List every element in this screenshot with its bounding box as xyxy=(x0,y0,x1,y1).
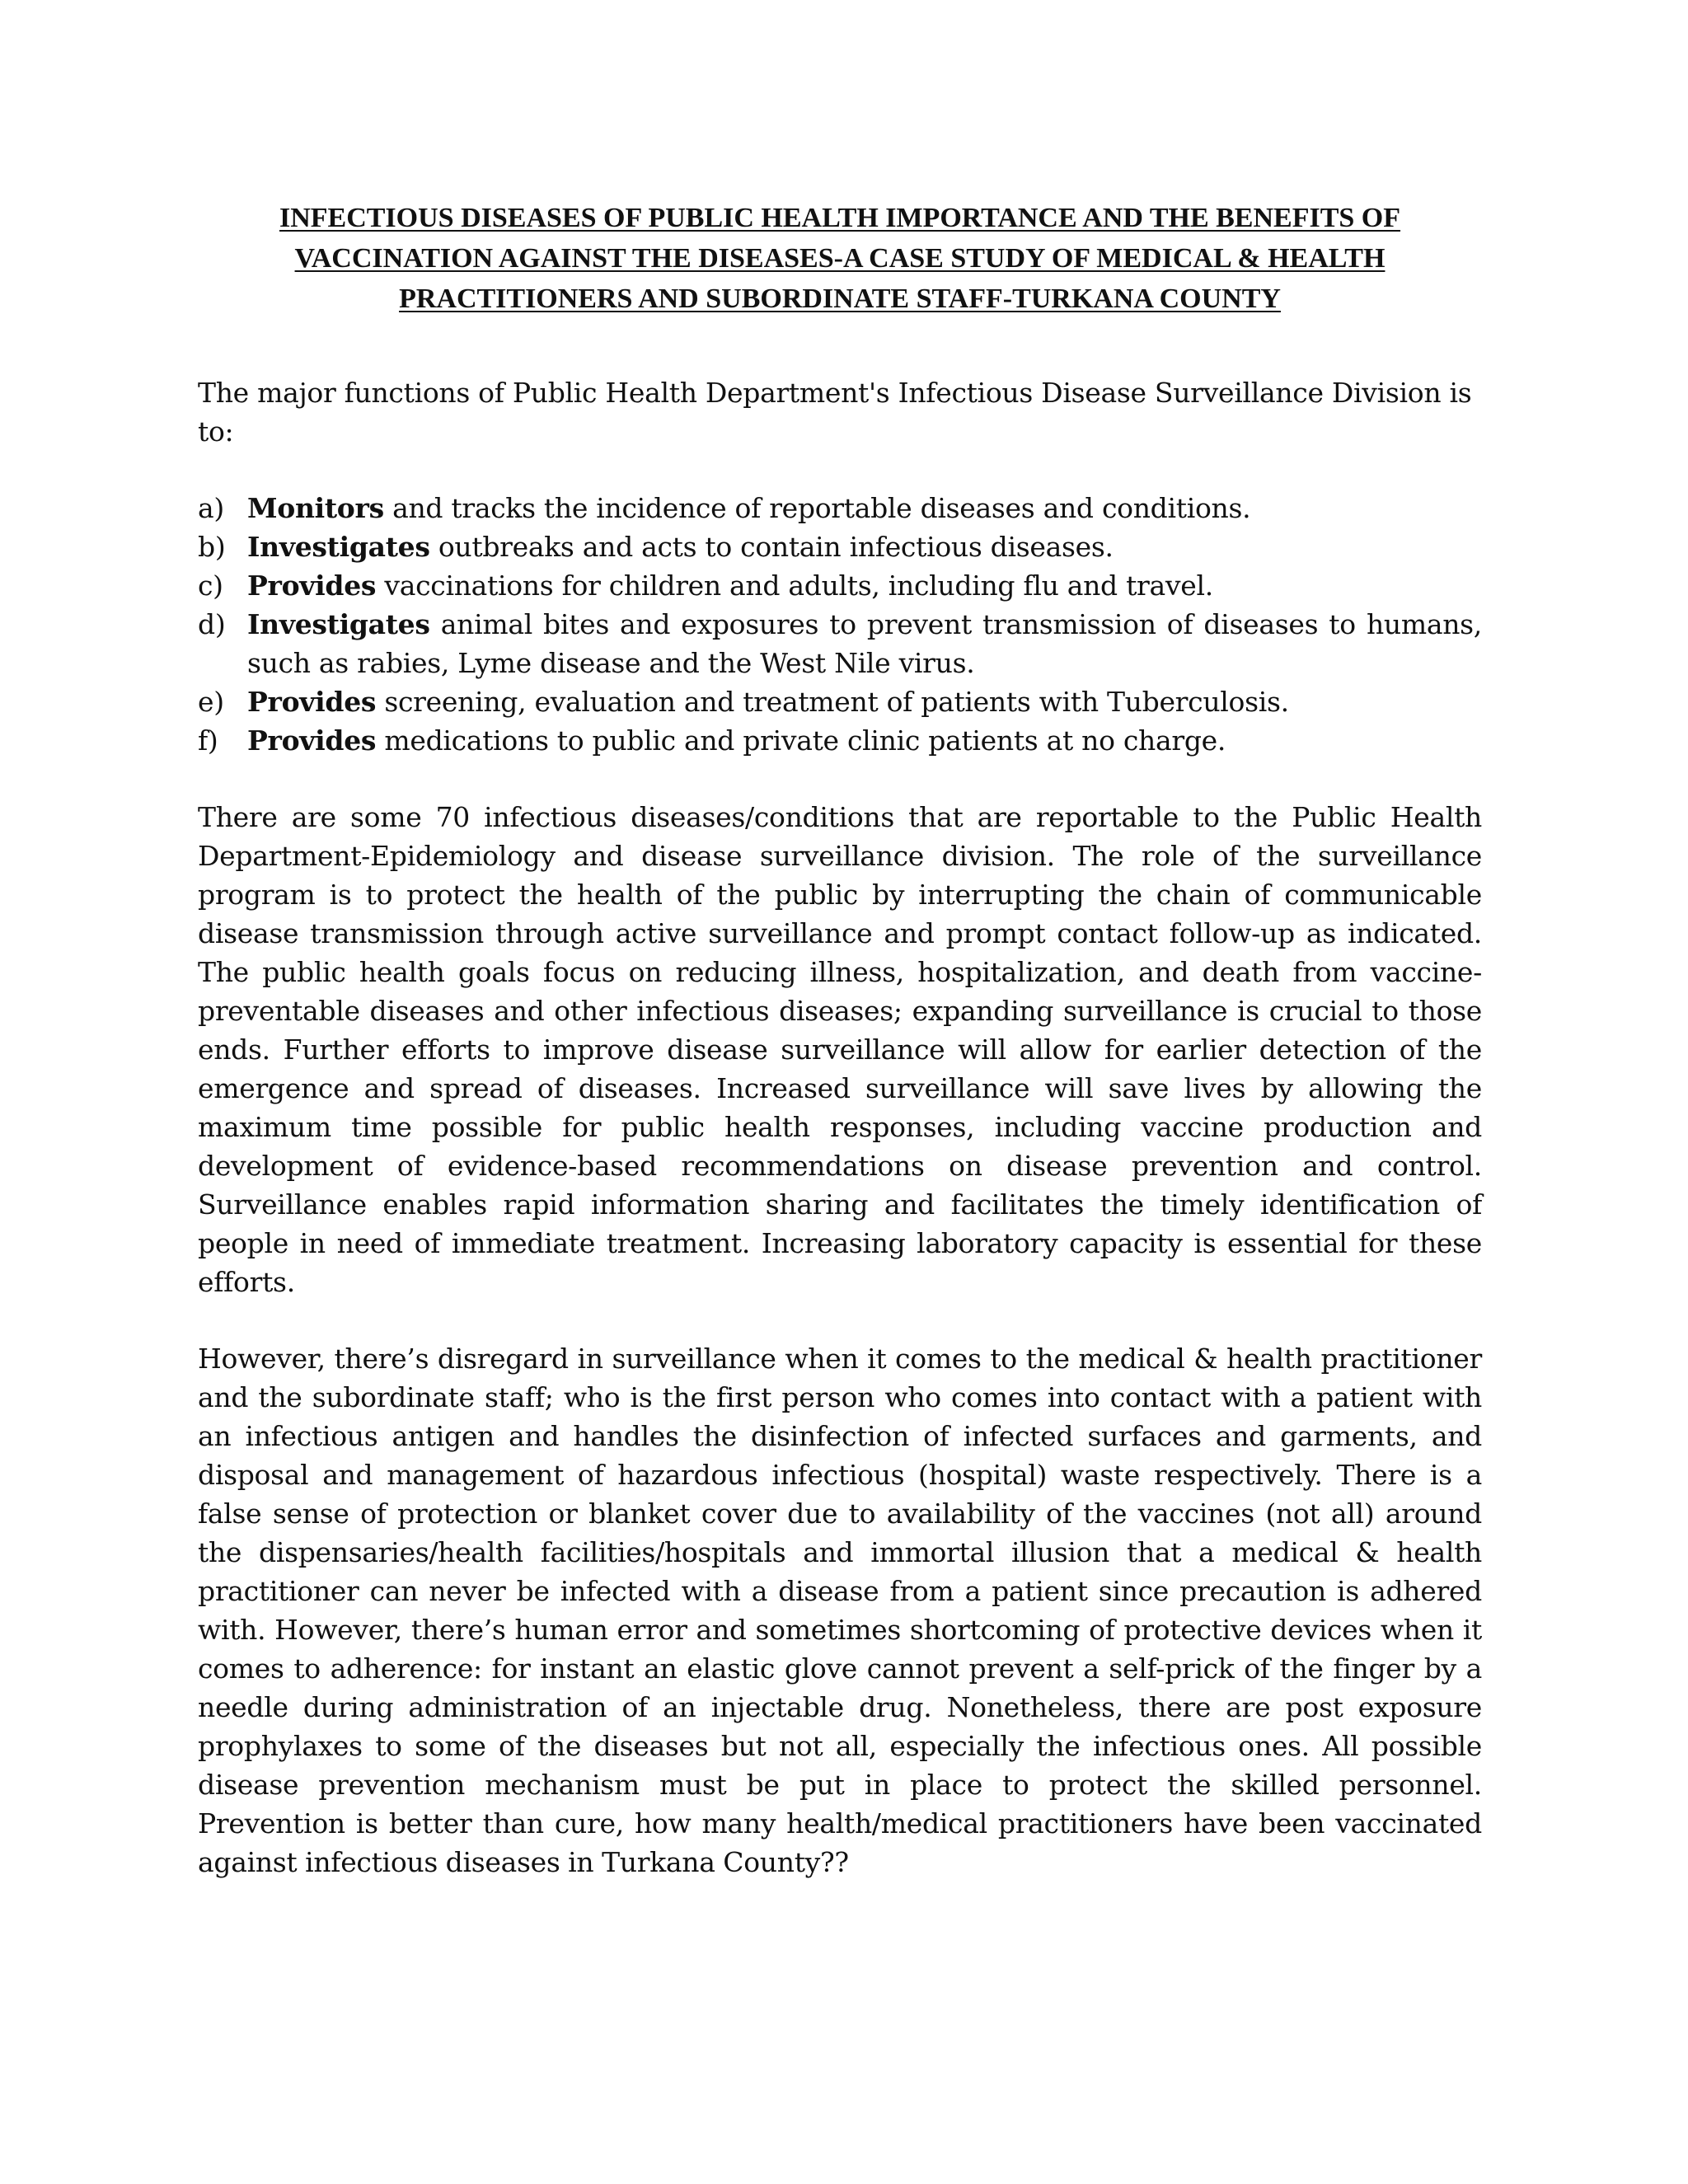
list-marker: b) xyxy=(198,531,226,563)
list-item-text: vaccinations for children and adults, including flu and travel. xyxy=(376,569,1213,602)
list-marker: c) xyxy=(198,569,223,602)
body-paragraph-1: There are some 70 infectious diseases/conditions that are reportable to the Public Health Department-Epidemiology and disease surveillance division. The role of the surveillance program is to protect the health of the public by interrupting the chain of communicable disease transmission through active surveillance and prompt contact follow-up as indicated. The public health goals focus on reducing illness, hospitalization, and death from vaccine-preventable diseases and other infectious diseases; expanding surveillance is crucial to those ends. Further efforts to improve disease surveillance will allow for earlier detection of the emergence and spread of diseases. Increased surveillance will save lives by allowing the maximum time possible for public health responses, including vaccine production and development of evidence-based recommendations on disease prevention and control. Surveillance enables rapid information sharing and facilitates the timely identification of people in need of immediate treatment. Increasing laboratory capacity is essential for these efforts. xyxy=(198,801,1482,1298)
list-marker: d) xyxy=(198,608,226,640)
list-item-text: screening, evaluation and treatment of patients with Tuberculosis. xyxy=(376,686,1289,718)
list-item-keyword: Provides xyxy=(247,724,377,757)
list-item-keyword: Monitors xyxy=(247,492,384,524)
list-item xyxy=(198,682,1482,721)
list-item-keyword: Investigates xyxy=(247,608,430,640)
list-item-text: outbreaks and acts to contain infectious diseases. xyxy=(429,531,1114,563)
document-title xyxy=(198,198,1482,319)
document-body xyxy=(198,198,1482,1882)
list-marker: f) xyxy=(198,724,218,757)
list-item-text: animal bites and exposures to prevent transmission of diseases to humans, such as rabies, Lyme disease and the West Nile virus. xyxy=(247,608,1482,679)
list-item-keyword: Provides xyxy=(247,569,377,602)
list-item-keyword: Provides xyxy=(247,686,377,718)
functions-list xyxy=(198,489,1482,760)
list-item-keyword: Investigates xyxy=(247,531,430,563)
title-line-2: VACCINATION AGAINST THE DISEASES-A CASE STUDY OF MEDICAL & HEALTH xyxy=(294,243,1386,274)
list-item xyxy=(198,605,1482,682)
title-line-3: PRACTITIONERS AND SUBORDINATE STAFF-TURKANA COUNTY xyxy=(399,284,1281,314)
list-item-text: and tracks the incidence of reportable diseases and conditions. xyxy=(383,492,1251,524)
title-line-1: INFECTIOUS DISEASES OF PUBLIC HEALTH IMPORTANCE AND THE BENEFITS OF xyxy=(279,203,1401,233)
list-item xyxy=(198,527,1482,566)
list-item xyxy=(198,566,1482,605)
list-item-text: medications to public and private clinic patients at no charge. xyxy=(376,724,1226,757)
list-item xyxy=(198,721,1482,760)
list-marker: e) xyxy=(198,686,224,718)
body-paragraph-2: However, there’s disregard in surveillance when it comes to the medical & health practitioner and the subordinate staff; who is the first person who comes into contact with a patient with an infectious antigen and handles the disinfection of infected surfaces and garments, and disposal and management of hazardous infectious (hospital) waste respectively. There is a false sense of protection or blanket cover due to availability of the vaccines (not all) around the dispensaries/health facilities/hospitals and immortal illusion that a medical & health practitioner can never be infected with a disease from a patient since precaution is adhered with. However, there’s human error and sometimes shortcoming of protective devices when it comes to adherence: for instant an elastic glove cannot prevent a self-prick of the finger by a needle during administration of an injectable drug. Nonetheless, there are post exposure prophylaxes to some of the diseases but not all, especially the infectious ones. All possible disease prevention mechanism must be put in place to protect the skilled personnel. Prevention is better than cure, how many health/medical practitioners have been vaccinated against infectious diseases in Turkana County?? xyxy=(198,1343,1482,1878)
list-item xyxy=(198,489,1482,527)
list-marker: a) xyxy=(198,492,224,524)
intro-paragraph: The major functions of Public Health Department's Infectious Disease Surveillance Division is to: xyxy=(198,377,1472,448)
